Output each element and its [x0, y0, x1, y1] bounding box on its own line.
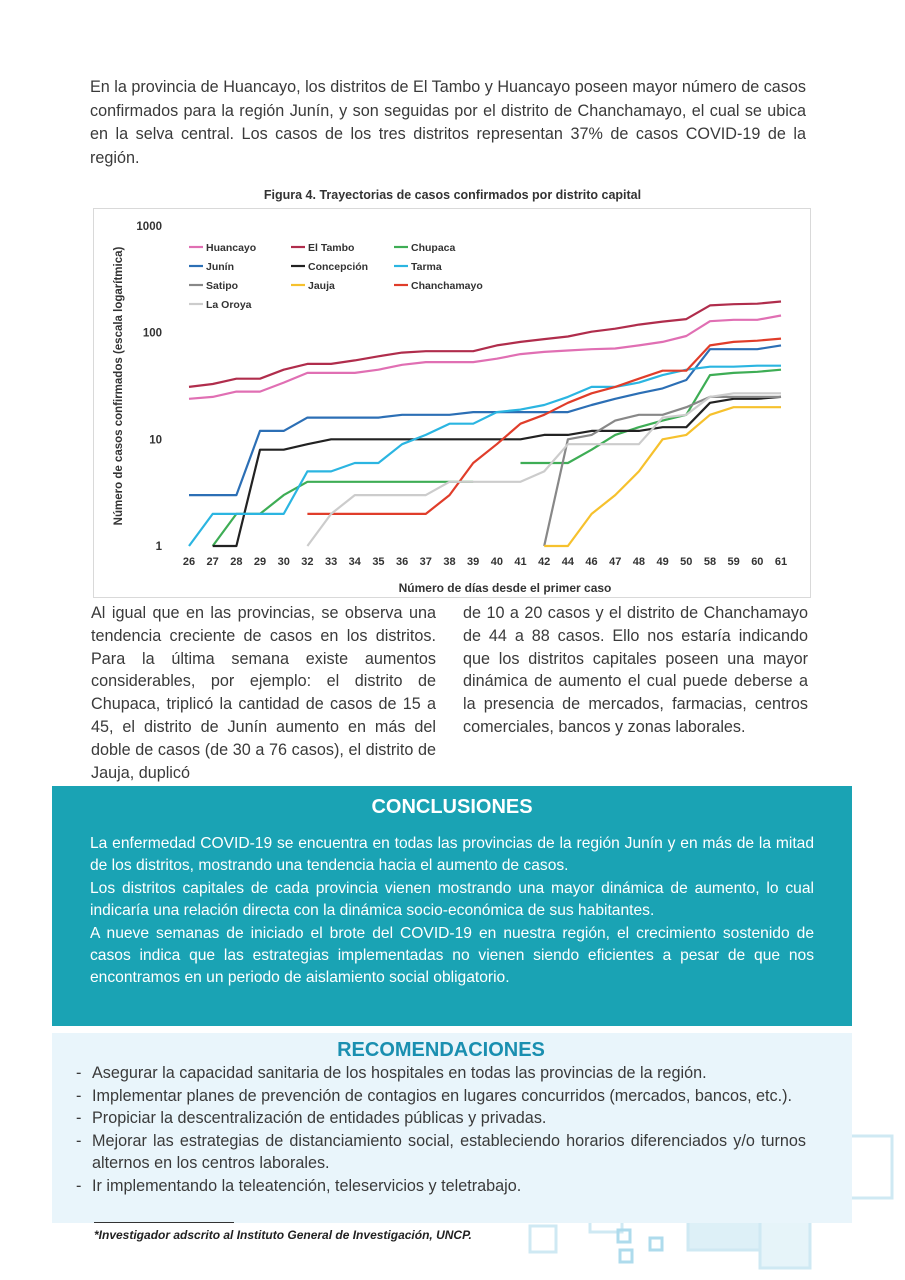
list-item: [76, 1062, 806, 1085]
x-tick-label: 36: [395, 556, 409, 568]
dash-bullet: -: [76, 1131, 82, 1150]
conclusion-paragraph-2: Los distritos capitales de cada provincia vienen mostrando una mayor dinámica de aumento, lo cual indicaría una relación directa con la dinámica socio-económica de sus habitantes.: [90, 879, 814, 920]
x-tick-label: 49: [656, 556, 669, 568]
series-line-tarma: [189, 366, 781, 546]
x-tick-label: 61: [774, 556, 788, 568]
dash-bullet: -: [76, 1176, 82, 1195]
x-tick-label: 32: [301, 556, 314, 568]
x-tick-label: 40: [490, 556, 503, 568]
x-tick-label: 38: [443, 556, 456, 568]
body-text-left: Al igual que en las provincias, se observa una tendencia creciente de casos en los distritos. Para la última semana existe aumentos considerables, por ejemplo: el distrito de Chupaca, triplicó la cantidad de casos de 15 a 45, el distrito de Junín aumento en más del doble de casos (de 30 a 76 casos), el distrito de Jauja, duplicó: [91, 604, 436, 782]
list-item: [76, 1130, 806, 1175]
legend-label: Chupaca: [411, 242, 456, 254]
chart-container: [93, 208, 811, 598]
series-line-huancayo: [189, 316, 781, 399]
conclusion-paragraph-1: La enfermedad COVID-19 se encuentra en todas las provincias de la región Junín y en más de la mitad de los distritos, mostrando una tendencia hacia el aumento de casos.: [90, 835, 814, 875]
x-tick-label: 60: [751, 556, 764, 568]
legend-label: Tarma: [411, 261, 442, 273]
list-item: [76, 1085, 806, 1108]
body-text-right: de 10 a 20 casos y el distrito de Chanchamayo de 44 a 88 casos. Ello nos estaría indicando que los distritos capitales poseen una mayor dinámica de aumento el cual puede deberse a la presencia de mercados, farmacias, centros comerciales, bancos y zonas laborales.: [463, 604, 808, 736]
conclusions-title: CONCLUSIONES: [371, 796, 533, 818]
figure-title: Figura 4. Trayectorias de casos confirmados por distrito capital: [263, 188, 642, 202]
legend-label: La Oroya: [206, 299, 252, 311]
y-tick-label: 1: [155, 541, 162, 553]
recommendations-title: RECOMENDACIONES: [337, 1039, 545, 1061]
series-line-chanchamayo: [307, 339, 781, 514]
legend-label: Junín: [206, 261, 234, 273]
legend-label: Chanchamayo: [411, 280, 483, 292]
x-tick-label: 33: [324, 556, 338, 568]
x-tick-label: 48: [632, 556, 646, 568]
legend-label: Concepción: [308, 261, 369, 273]
series-line-satipo: [544, 397, 781, 546]
x-tick-label: 29: [253, 556, 267, 568]
conclusion-paragraph-3: A nueve semanas de iniciado el brote del COVID-19 en nuestra región, el crecimiento sostenido de casos indica que las estrategias implementadas no vienen siendo eficientes a pesar de que nos encontramos en un periodo de aislamiento social obligatorio.: [90, 924, 814, 987]
y-tick-label: 100: [142, 327, 162, 340]
list-item: [76, 1107, 806, 1130]
x-tick-label: 50: [680, 556, 693, 568]
x-tick-label: 35: [372, 556, 385, 568]
legend-label: Jauja: [308, 280, 335, 292]
dash-bullet: -: [76, 1064, 82, 1082]
recommendations-section: [52, 1033, 852, 1223]
series-line-chupaca: [213, 370, 781, 546]
list-item: [76, 1175, 806, 1198]
list-item-text: Ir implementando la teleatención, teleservicios y teletrabajo.: [92, 1176, 522, 1195]
intro-paragraph: En la provincia de Huancayo, los distritos de El Tambo y Huancayo poseen mayor número de casos confirmados para la región Junín, y son seguidas por el distrito de Chanchamayo, el cual se ubica en la selva central. Los casos de los tres distritos representan 37% de casos COVID-19 de la región.: [90, 78, 806, 167]
legend-label: Satipo: [206, 280, 239, 292]
x-tick-label: 46: [585, 556, 598, 568]
x-tick-label: 58: [703, 556, 717, 568]
line-chart: [94, 209, 812, 599]
x-tick-label: 59: [727, 556, 740, 568]
dash-bullet: -: [76, 1086, 82, 1105]
y-tick-label: 1000: [136, 221, 162, 233]
x-tick-label: 42: [538, 556, 551, 568]
recommendations-list: [76, 1062, 806, 1198]
x-tick-label: 27: [206, 556, 219, 568]
legend-label: El Tambo: [308, 242, 355, 254]
legend-label: Huancayo: [206, 242, 257, 254]
x-tick-label: 34: [348, 556, 361, 568]
x-tick-label: 44: [561, 556, 575, 568]
x-tick-label: 39: [467, 556, 480, 568]
list-item-text: Propiciar la descentralización de entidades públicas y privadas.: [92, 1109, 547, 1128]
x-tick-label: 41: [514, 556, 527, 568]
x-axis-label: Número de días desde el primer caso: [398, 581, 612, 595]
series-line-concepci-n: [213, 397, 781, 546]
list-item-text: Mejorar las estrategias de distanciamiento social, estableciendo horarios diferenciados y/o turnos alternos en los centros laborales.: [92, 1131, 806, 1173]
dash-bullet: -: [76, 1109, 82, 1128]
conclusions-section: [52, 786, 852, 1026]
x-tick-label: 26: [182, 556, 196, 568]
y-axis-label: Número de casos confirmados (escala logarítmica): [113, 246, 125, 526]
list-item-text: Asegurar la capacidad sanitaria de los hospitales en todas las provincias de la región.: [92, 1064, 707, 1082]
footnote: *Investigador adscrito al Instituto General de Investigación, UNCP.: [94, 1228, 472, 1242]
x-tick-label: 28: [230, 556, 243, 568]
footnote-divider: [94, 1222, 234, 1223]
x-tick-label: 37: [419, 556, 432, 568]
x-tick-label: 47: [609, 556, 622, 568]
list-item-text: Implementar planes de prevención de contagios en lugares concurridos (mercados, bancos, etc.).: [92, 1086, 793, 1105]
y-tick-label: 10: [149, 434, 162, 447]
x-tick-label: 30: [277, 556, 290, 568]
